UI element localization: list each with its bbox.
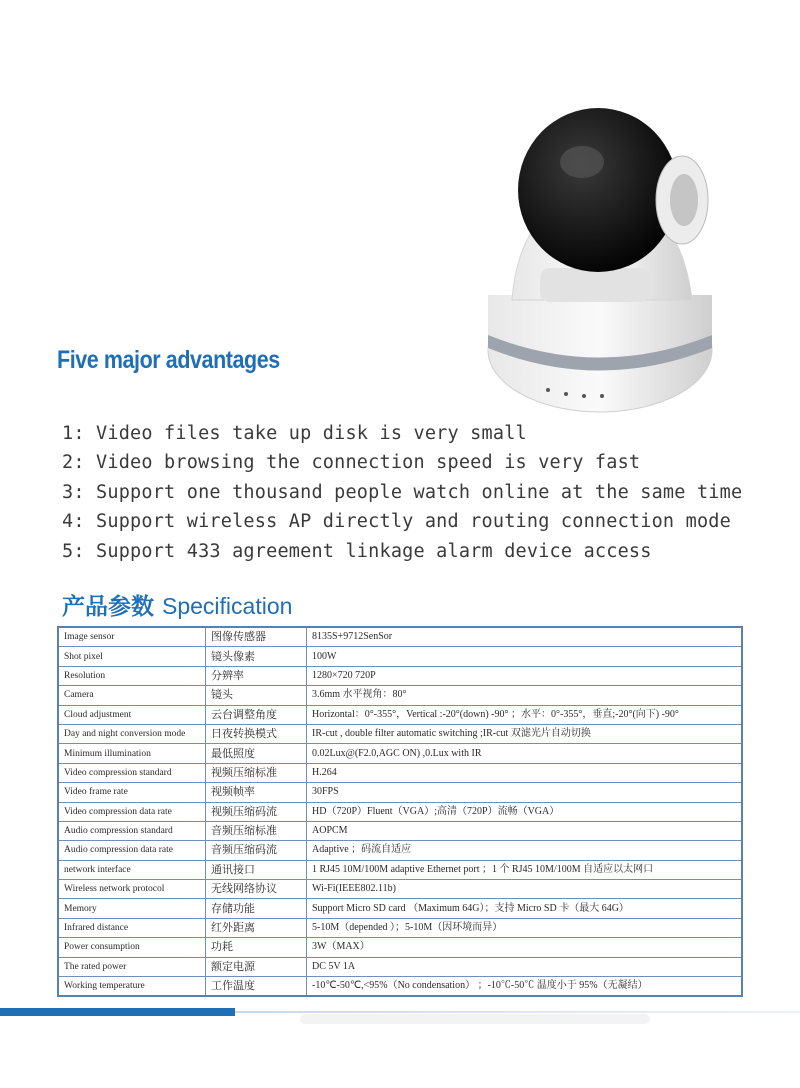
spec-heading-en: Specification xyxy=(162,593,293,619)
list-item xyxy=(62,507,742,536)
item-number: 4: xyxy=(62,511,85,533)
list-item xyxy=(62,478,742,507)
param-value: Horizontal：0°-355°，Vertical :-20°(down) -90° ；水平：0°-355°，垂直;-20°(向下) -90° xyxy=(307,705,743,724)
table-row xyxy=(58,783,742,802)
param-value: 5-10M（depended ）；5-10M（因环境而异） xyxy=(307,918,743,937)
param-name-zh: 额定电源 xyxy=(206,957,307,976)
param-name-zh: 云台调整角度 xyxy=(206,705,307,724)
table-row xyxy=(58,918,742,937)
camera-product-image xyxy=(470,80,730,420)
table-row xyxy=(58,763,742,782)
param-value: Adaptive ；码流自适应 xyxy=(307,841,743,860)
param-name-zh: 功耗 xyxy=(206,938,307,957)
param-name-zh: 最低照度 xyxy=(206,744,307,763)
item-number: 3: xyxy=(62,481,85,503)
param-value: 3.6mm 水平视角：80° xyxy=(307,686,743,705)
param-value: Support Micro SD card （Maximum 64G）；支持 Micro SD 卡（最大 64G） xyxy=(307,899,743,918)
param-name-en: Memory xyxy=(58,899,206,918)
param-name-zh: 镜头像素 xyxy=(206,647,307,666)
table-row xyxy=(58,705,742,724)
param-name-zh: 工作温度 xyxy=(206,977,307,997)
table-row xyxy=(58,744,742,763)
list-item xyxy=(62,419,742,448)
param-name-zh: 红外距离 xyxy=(206,918,307,937)
param-name-en: Image sensor xyxy=(58,627,206,647)
table-row xyxy=(58,938,742,957)
param-name-zh: 日夜转换模式 xyxy=(206,724,307,743)
table-row xyxy=(58,666,742,685)
item-number: 1: xyxy=(62,423,85,444)
spec-table-body xyxy=(58,627,742,996)
param-name-en: The rated power xyxy=(58,957,206,976)
param-name-zh: 通讯接口 xyxy=(206,860,307,879)
table-row xyxy=(58,686,742,705)
param-name-en: Resolution xyxy=(58,666,206,685)
table-row xyxy=(58,724,742,743)
param-name-en: Video frame rate xyxy=(58,783,206,802)
param-value: 0.02Lux@(F2.0,AGC ON) ,0.Lux with IR xyxy=(307,744,743,763)
param-name-en: Cloud adjustment xyxy=(58,705,206,724)
table-row xyxy=(58,860,742,879)
param-name-zh: 存储功能 xyxy=(206,899,307,918)
table-row xyxy=(58,802,742,821)
param-name-zh: 音频压缩标准 xyxy=(206,821,307,840)
param-name-en: network interface xyxy=(58,860,206,879)
param-value: 3W（MAX） xyxy=(307,938,743,957)
advantages-list xyxy=(62,419,742,566)
item-number: 2: xyxy=(62,452,85,474)
item-text: Support one thousand people watch online at the same time xyxy=(96,481,743,503)
item-number: 5: xyxy=(62,540,85,562)
table-row xyxy=(58,841,742,860)
param-value: -10℃-50℃,<95%（No condensation） ；-10℃-50℃ 温度小于 95%（无凝结） xyxy=(307,977,743,997)
param-name-zh: 图像传感器 xyxy=(206,627,307,647)
param-name-en: Wireless network protocol xyxy=(58,880,206,899)
list-item xyxy=(62,448,742,477)
param-value: 1 RJ45 10M/100M adaptive Ethernet port ；1 个 RJ45 10M/100M 自适应以太网口 xyxy=(307,860,743,879)
list-item xyxy=(62,537,742,566)
param-value: 1280×720 720P xyxy=(307,666,743,685)
param-value: IR-cut , double filter automatic switching ;IR-cut 双滤光片自动切换 xyxy=(307,724,743,743)
param-name-zh: 音频压缩码流 xyxy=(206,841,307,860)
spec-heading-zh: 产品参数 xyxy=(62,594,154,620)
param-value: 100W xyxy=(307,647,743,666)
item-text: Video files take up disk is very small xyxy=(96,423,527,444)
advantages-title: Five major advantages xyxy=(57,346,280,374)
item-text: Support wireless AP directly and routing connection mode xyxy=(96,511,731,533)
footer-accent-bar xyxy=(0,1008,235,1016)
table-row xyxy=(58,957,742,976)
param-name-en: Day and night conversion mode xyxy=(58,724,206,743)
param-value: HD（720P）Fluent（VGA）;高清（720P）流畅（VGA） xyxy=(307,802,743,821)
table-row xyxy=(58,977,742,997)
param-name-en: Audio compression standard xyxy=(58,821,206,840)
param-value: 8135S+9712SenSor xyxy=(307,627,743,647)
table-row xyxy=(58,880,742,899)
param-name-en: Infrared distance xyxy=(58,918,206,937)
param-name-zh: 视频帧率 xyxy=(206,783,307,802)
param-name-zh: 分辨率 xyxy=(206,666,307,685)
param-name-zh: 无线网络协议 xyxy=(206,880,307,899)
param-value: Wi-Fi(IEEE802.11b) xyxy=(307,880,743,899)
param-name-zh: 视频压缩码流 xyxy=(206,802,307,821)
table-row xyxy=(58,647,742,666)
spec-table xyxy=(57,626,743,997)
spec-heading xyxy=(62,588,292,621)
param-name-en: Shot pixel xyxy=(58,647,206,666)
param-name-en: Power consumption xyxy=(58,938,206,957)
table-row xyxy=(58,821,742,840)
param-value: H.264 xyxy=(307,763,743,782)
param-name-en: Minimum illumination xyxy=(58,744,206,763)
param-value: AOPCM xyxy=(307,821,743,840)
param-name-en: Video compression standard xyxy=(58,763,206,782)
table-row xyxy=(58,899,742,918)
param-name-en: Camera xyxy=(58,686,206,705)
param-name-zh: 视频压缩标准 xyxy=(206,763,307,782)
param-name-en: Video compression data rate xyxy=(58,802,206,821)
table-row xyxy=(58,627,742,647)
item-text: Support 433 agreement linkage alarm device access xyxy=(96,540,652,562)
item-text: Video browsing the connection speed is very fast xyxy=(96,452,641,474)
footer-shadow xyxy=(300,1014,650,1024)
param-value: 30FPS xyxy=(307,783,743,802)
param-name-en: Working temperature xyxy=(58,977,206,997)
param-value: DC 5V 1A xyxy=(307,957,743,976)
param-name-zh: 镜头 xyxy=(206,686,307,705)
footer-divider xyxy=(235,1011,800,1013)
param-name-en: Audio compression data rate xyxy=(58,841,206,860)
